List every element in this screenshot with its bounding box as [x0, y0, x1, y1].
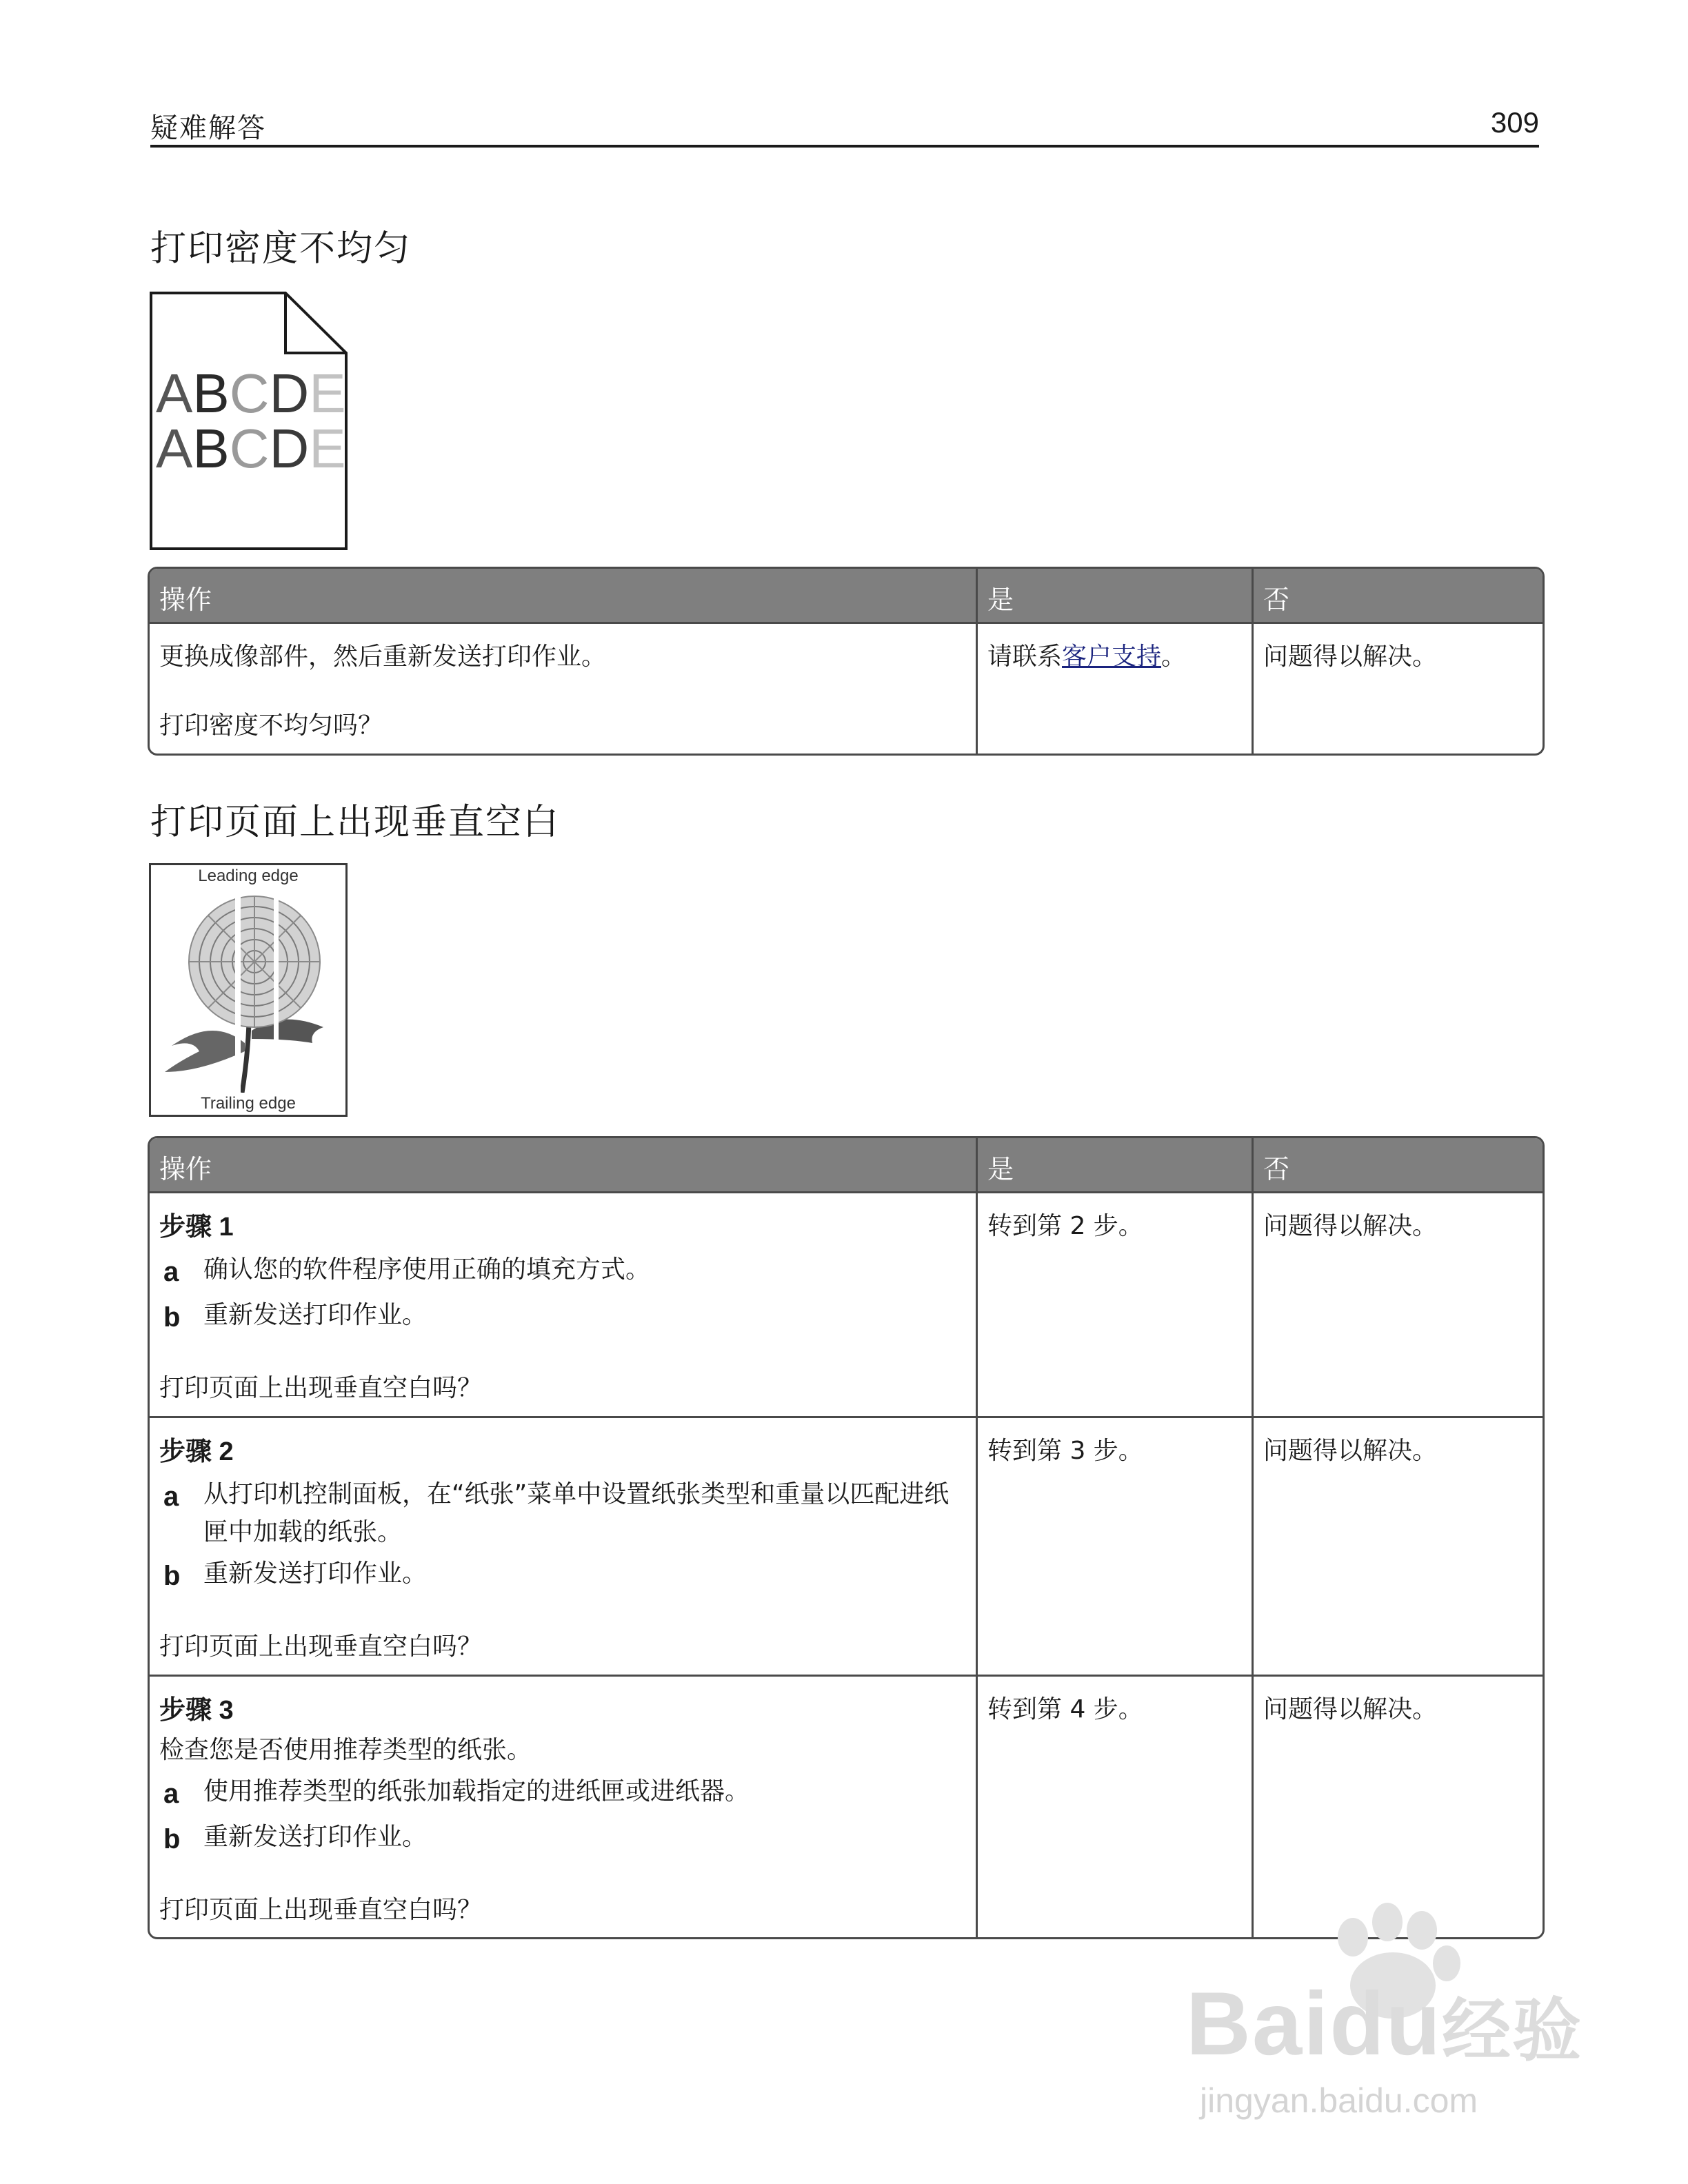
table-row [150, 622, 1543, 754]
yes-result: 转到第 3 步。 [976, 1416, 1252, 1675]
header-no: 否 [1252, 1138, 1543, 1191]
uneven-density-illustration [149, 291, 349, 552]
running-header [150, 103, 1539, 148]
trailing-edge-label: Trailing edge [201, 1094, 296, 1113]
watermark-url: jingyan.baidu.com [1200, 2081, 1478, 2120]
sub-step-a: a 从打印机控制面板，在“纸张”菜单中设置纸张类型和重量以匹配进纸匣中加载的纸张。 [163, 1479, 950, 1547]
flower-icon [151, 886, 345, 1093]
table-row-step-1 [150, 1191, 1543, 1416]
question-text: 打印页面上出现垂直空白吗？ [159, 1373, 483, 1402]
header-yes: 是 [976, 1138, 1252, 1191]
yes-result: 转到第 4 步。 [976, 1675, 1252, 1937]
header-action: 操作 [150, 569, 976, 622]
step-intro: 检查您是否使用推荐类型的纸张。 [159, 1735, 532, 1764]
no-result: 问题得以解决。 [1252, 1675, 1543, 1937]
vertical-voids-illustration [149, 863, 348, 1117]
sample-text-line-2: ABCDE [156, 418, 346, 479]
sub-step-a: a 确认您的软件程序使用正确的填充方式。 [163, 1255, 651, 1287]
sub-step-a: a 使用推荐类型的纸张加载指定的进纸匣或进纸器。 [163, 1777, 750, 1809]
customer-support-link[interactable]: 客户支持 [1062, 643, 1162, 671]
header-yes: 是 [976, 569, 1252, 622]
uneven-density-table [148, 567, 1545, 756]
question-text: 打印密度不均匀吗？ [159, 711, 383, 740]
sub-step-b: b 重新发送打印作业。 [163, 1822, 428, 1854]
leading-edge-label: Leading edge [198, 867, 299, 885]
section-title-vertical-voids: 打印页面上出现垂直空白 [150, 802, 561, 843]
table-row-step-2 [150, 1416, 1543, 1675]
sub-step-b: b 重新发送打印作业。 [163, 1300, 428, 1333]
watermark-suffix: 经验 [1442, 1990, 1583, 2071]
yes-prefix: 请联系 [987, 643, 1063, 671]
question-text: 打印页面上出现垂直空白吗？ [159, 1632, 483, 1661]
no-result: 问题得以解决。 [1252, 1416, 1543, 1675]
no-result: 问题得以解决。 [1252, 622, 1543, 754]
baidu-watermark [1172, 1889, 1600, 2123]
header-action: 操作 [150, 1138, 976, 1191]
sub-step-b: b 重新发送打印作业。 [163, 1559, 428, 1592]
watermark-brand: Baidu [1186, 1973, 1443, 2074]
header-no: 否 [1252, 569, 1543, 622]
question-text: 打印页面上出现垂直空白吗？ [159, 1895, 483, 1924]
section-title-uneven-density: 打印密度不均匀 [150, 228, 412, 270]
section-name: 疑难解答 [150, 112, 266, 144]
no-result: 问题得以解决。 [1252, 1191, 1543, 1416]
action-text: 更换成像部件，然后重新发送打印作业。 [159, 643, 607, 671]
vertical-voids-table [148, 1136, 1545, 1939]
yes-suffix: 。 [1161, 643, 1187, 671]
yes-result: 转到第 2 步。 [976, 1191, 1252, 1416]
sample-text-line-1: ABCDE [156, 363, 346, 424]
page-number: 309 [1490, 106, 1539, 139]
step-title: 步骤 1 [159, 1213, 234, 1242]
step-title: 步骤 2 [159, 1437, 234, 1466]
step-title: 步骤 3 [159, 1695, 234, 1725]
